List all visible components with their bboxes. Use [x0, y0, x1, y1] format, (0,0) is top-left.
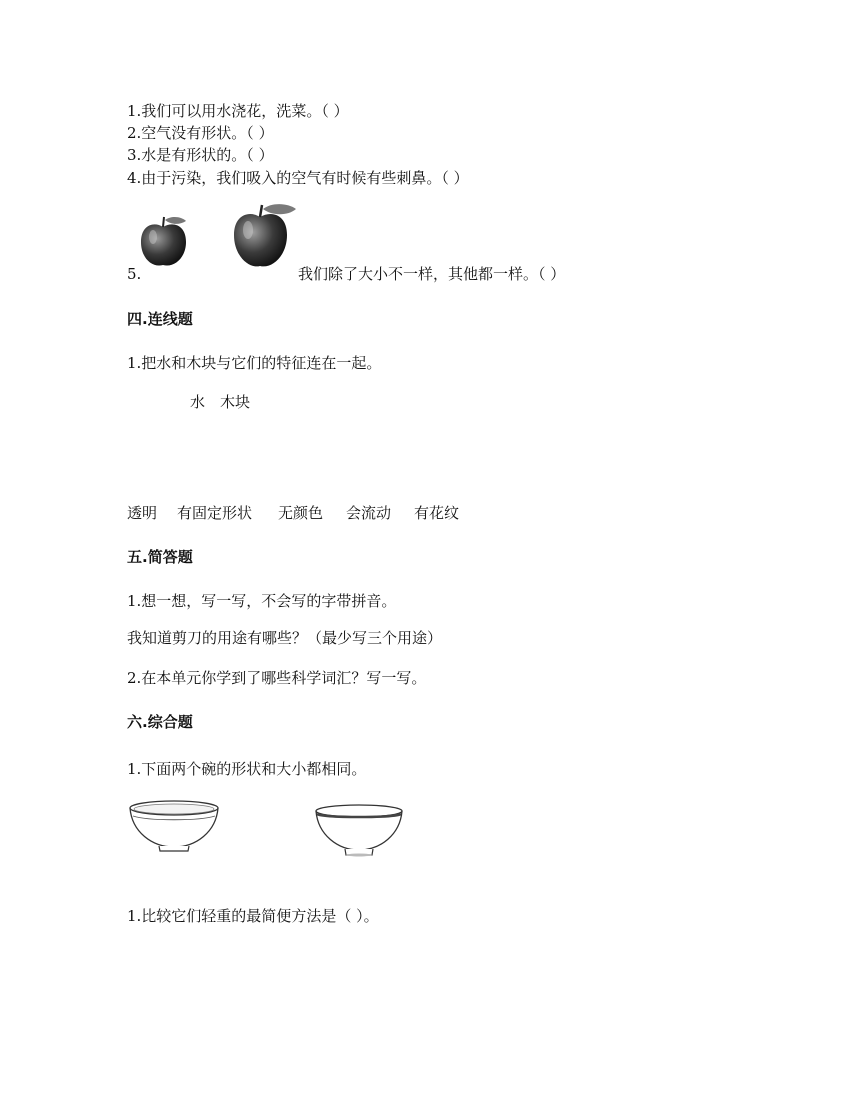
section-title-comprehensive: 六.综合题 [127, 713, 193, 731]
feature-colorless: 无颜色 [278, 504, 324, 522]
matching-word-wood: 木块 [220, 393, 251, 411]
bowl-left-icon [128, 798, 220, 856]
judge-item-2: 2.空气没有形状。（ ） [127, 124, 274, 142]
comprehensive-question-1: 1.下面两个碗的形状和大小都相同。 [127, 760, 367, 778]
section-title-matching: 四.连线题 [127, 310, 193, 328]
short-answer-question-2: 2.在本单元你学到了哪些科学词汇？写一写。 [127, 669, 427, 687]
comprehensive-question-1-sub: 1.比较它们轻重的最简便方法是（ ）。 [127, 907, 379, 925]
judge-item-1: 1.我们可以用水浇花，洗菜。（ ） [127, 102, 349, 120]
bowl-right-icon [314, 802, 404, 860]
short-answer-question-1-sub: 我知道剪刀的用途有哪些？（最少写三个用途） [127, 629, 443, 647]
matching-word-water: 水 [190, 393, 206, 411]
judge-item-5-text: 我们除了大小不一样，其他都一样。（ ） [298, 265, 566, 283]
feature-transparent: 透明 [127, 504, 158, 522]
matching-question-1: 1.把水和木块与它们的特征连在一起。 [127, 354, 382, 372]
feature-grain: 有花纹 [414, 504, 460, 522]
apple-large-icon [230, 198, 300, 270]
short-answer-question-1: 1.想一想，写一写，不会写的字带拼音。 [127, 592, 397, 610]
section-title-short-answer: 五.简答题 [127, 548, 193, 566]
feature-fixed-shape: 有固定形状 [177, 504, 253, 522]
judge-item-5-number: 5. [127, 265, 142, 283]
judge-item-3: 3.水是有形状的。（ ） [127, 146, 274, 164]
feature-flows: 会流动 [346, 504, 392, 522]
apple-small-icon [136, 212, 192, 270]
judge-item-4: 4.由于污染，我们吸入的空气有时候有些刺鼻。（ ） [127, 169, 469, 187]
